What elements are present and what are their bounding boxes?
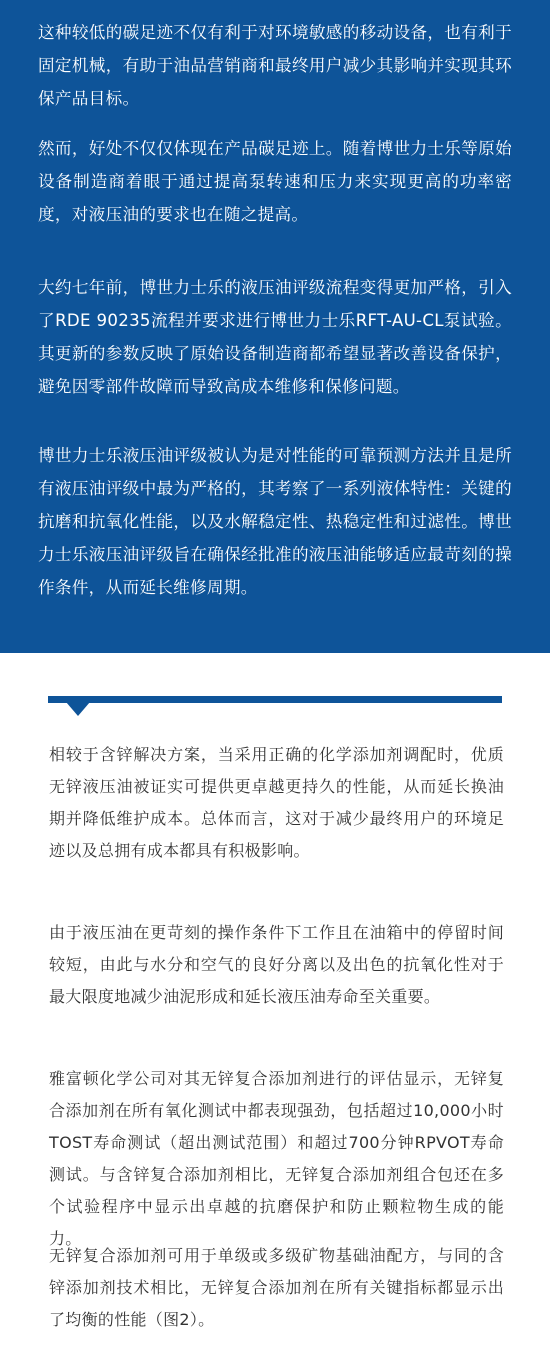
blue-text-panel (0, 0, 550, 653)
divider-arrow-icon (66, 702, 90, 716)
body-paragraph-2: 由于液压油在更苛刻的操作条件下工作且在油箱中的停留时间较短，由此与水分和空气的良好分离以及出色的抗氧化性对于最大限度地减少油泥形成和延长液压油寿命至关重要。 (49, 923, 504, 1006)
body-paragraph-4: 无锌复合添加剂可用于单级或多级矿物基础油配方，与同的含锌添加剂技术相比，无锌复合添加剂在所有关键指标都显示出了均衡的性能（图2）。 (49, 1246, 504, 1329)
blue-paragraph-4: 博世力士乐液压油评级被认为是对性能的可靠预测方法并且是所有液压油评级中最为严格的，其考察了一系列液体特性：关键的抗磨和抗氧化性能，以及水解稳定性、热稳定性和过滤性。博世力士乐液压油评级旨在确保经批准的液压油能够适应最苛刻的操作条件，从而延长维修周期。 (38, 446, 512, 597)
body-paragraph-3: 雅富顿化学公司对其无锌复合添加剂进行的评估显示，无锌复合添加剂在所有氧化测试中都表现强劲，包括超过10,000小时TOST寿命测试（超出测试范围）和超过700分钟RPVOT寿命测试。与含锌复合添加剂相比，无锌复合添加剂组合包还在多个试验程序中显示出卓越的抗磨保护和防止颗粒物生成的能力。 (49, 1069, 504, 1248)
body-paragraph-1: 相较于含锌解决方案，当采用正确的化学添加剂调配时，优质无锌液压油被证实可提供更卓越更持久的性能，从而延长换油期并降低维护成本。总体而言，这对于减少最终用户的环境足迹以及总拥有成本都具有积极影响。 (49, 745, 504, 860)
blue-paragraph-3: 大约七年前，博世力士乐的液压油评级流程变得更加严格，引入了RDE 90235流程并要求进行博世力士乐RFT-AU-CL泵试验。其更新的参数反映了原始设备制造商都希望显著改善设备保护，避免因零部件故障而导致高成本维修和保修问题。 (38, 278, 512, 396)
blue-paragraph-1: 这种较低的碳足迹不仅有利于对环境敏感的移动设备，也有利于固定机械，有助于油品营销商和最终用户减少其影响并实现其环保产品目标。 (38, 23, 512, 108)
section-divider-bar (48, 696, 502, 703)
blue-paragraph-2: 然而，好处不仅仅体现在产品碳足迹上。随着博世力士乐等原始设备制造商着眼于通过提高泵转速和压力来实现更高的功率密度，对液压油的要求也在随之提高。 (38, 139, 512, 224)
